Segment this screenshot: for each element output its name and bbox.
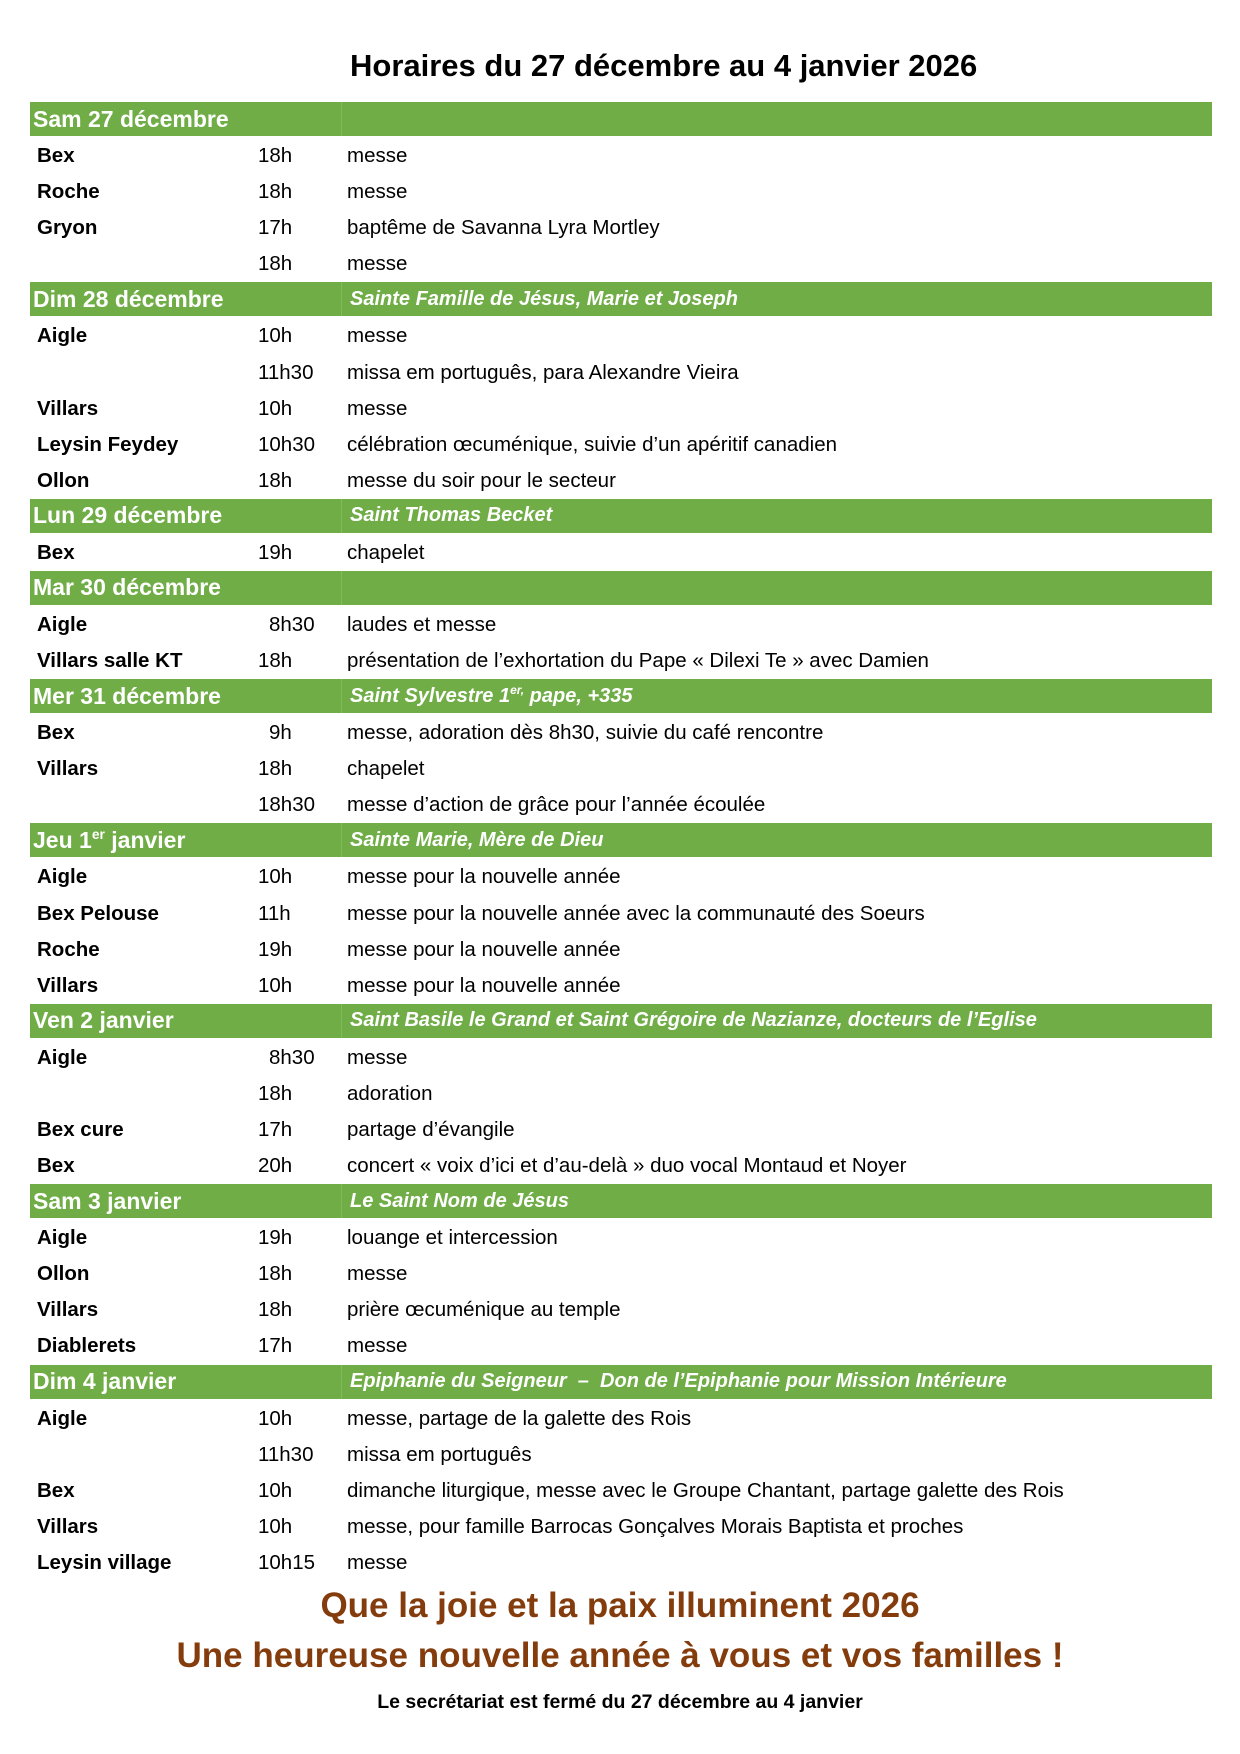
service-time: 11h30 <box>258 1442 314 1466</box>
place-name: Leysin village <box>37 1550 172 1574</box>
service-description: messe <box>347 1045 408 1069</box>
column-divider <box>341 1004 342 1038</box>
schedule-row <box>30 1292 1212 1328</box>
place-name: Roche <box>37 937 100 961</box>
day-name <box>30 1188 344 1215</box>
schedule-row <box>30 463 1212 499</box>
service-description: messe pour la nouvelle année <box>347 973 621 997</box>
schedule-row <box>30 751 1212 787</box>
service-description: messe <box>347 252 408 276</box>
feast-day-text: Le Saint Nom de Jésus <box>350 1189 569 1212</box>
service-description: partage d’évangile <box>347 1118 515 1142</box>
column-divider <box>341 1184 342 1218</box>
page-title: Horaires du 27 décembre au 4 janvier 2026 <box>350 48 978 83</box>
schedule-row <box>30 174 1212 210</box>
day-header <box>30 1004 1212 1038</box>
schedule-row <box>30 1509 1212 1545</box>
place-name: Aigle <box>37 612 88 636</box>
service-time: 18h <box>258 468 293 492</box>
place-name: Aigle <box>37 1226 88 1250</box>
service-description: chapelet <box>347 757 425 781</box>
service-time: 19h <box>258 1226 293 1250</box>
service-time: 17h <box>258 1118 293 1142</box>
day-header <box>30 282 1212 316</box>
service-time: 17h <box>258 216 293 240</box>
new-year-wish-line-1: Que la joie et la paix illuminent 2026 <box>320 1586 920 1625</box>
place-name: Bex <box>37 721 75 745</box>
feast-day <box>344 682 633 708</box>
day-header <box>30 679 1212 713</box>
feast-day-text: Sainte Marie, Mère de Dieu <box>350 828 604 851</box>
schedule-row <box>30 1437 1212 1473</box>
place-name: Bex <box>37 1478 75 1502</box>
service-time: 18h <box>258 1081 293 1105</box>
place-name: Aigle <box>37 324 88 348</box>
day-name-superscript: er <box>91 826 105 842</box>
day-name-suffix: janvier <box>104 826 186 853</box>
service-time: 11h30 <box>258 360 314 384</box>
schedule-row <box>30 607 1212 643</box>
schedule-row <box>30 859 1212 895</box>
service-time: 17h <box>258 1334 293 1358</box>
schedule-row <box>30 1545 1212 1581</box>
service-time: 10h <box>258 973 293 997</box>
schedule-row <box>30 246 1212 282</box>
place-name: Leysin Feydey <box>37 432 179 456</box>
service-description: messe <box>347 180 408 204</box>
service-description: missa em português, para Alexandre Vieira <box>347 360 739 384</box>
schedule-row <box>30 138 1212 174</box>
schedule-row <box>30 896 1212 932</box>
new-year-wish-line-2: Une heureuse nouvelle année à vous et vos familles ! <box>176 1636 1064 1675</box>
service-time: 18h <box>258 144 293 168</box>
service-time: 8h30 <box>269 1045 315 1069</box>
service-time: 18h30 <box>258 793 316 817</box>
service-description: missa em português <box>347 1442 532 1466</box>
schedule-row <box>30 1328 1212 1364</box>
day-name <box>30 1368 344 1395</box>
secretariat-closed-note: Le secrétariat est fermé du 27 décembre au 4 janvier <box>377 1691 863 1713</box>
service-description: dimanche liturgique, messe avec le Groupe Chantant, partage galette des Rois <box>347 1478 1064 1502</box>
service-time: 9h <box>269 721 292 745</box>
service-time: 10h <box>258 1478 293 1502</box>
service-time: 20h <box>258 1154 293 1178</box>
day-header <box>30 823 1212 857</box>
place-name: Aigle <box>37 865 88 889</box>
day-name-text: Jeu 1 <box>33 826 92 853</box>
service-description: célébration œcuménique, suivie d’un apéritif canadien <box>347 432 838 456</box>
service-description: messe pour la nouvelle année <box>347 865 621 889</box>
place-name: Bex <box>37 1154 75 1178</box>
schedule-row <box>30 318 1212 354</box>
schedule-row <box>30 427 1212 463</box>
service-description: messe pour la nouvelle année avec la communauté des Soeurs <box>347 901 925 925</box>
schedule-row <box>30 354 1212 390</box>
place-name: Aigle <box>37 1406 88 1430</box>
service-time: 10h <box>258 1406 293 1430</box>
column-divider <box>341 1365 342 1399</box>
schedule-row <box>30 535 1212 571</box>
place-name: Bex <box>37 540 75 564</box>
feast-day <box>344 504 552 527</box>
service-time: 10h <box>258 324 293 348</box>
service-time: 10h <box>258 865 293 889</box>
day-name <box>30 574 344 601</box>
schedule-row <box>30 968 1212 1004</box>
place-name: Aigle <box>37 1045 88 1069</box>
column-divider <box>341 679 342 713</box>
service-description: messe, partage de la galette des Rois <box>347 1406 692 1430</box>
service-time: 10h15 <box>258 1550 316 1574</box>
service-time: 18h <box>258 649 293 673</box>
feast-day-text: Sainte Famille de Jésus, Marie et Joseph <box>350 287 738 310</box>
day-name-text: Dim 4 janvier <box>33 1368 177 1395</box>
service-time: 11h <box>258 901 291 925</box>
service-description: baptême de Savanna Lyra Mortley <box>347 216 660 240</box>
schedule-table <box>30 102 1212 1581</box>
place-name: Diablerets <box>37 1334 137 1358</box>
day-name-text: Dim 28 décembre <box>33 285 224 312</box>
schedule-row <box>30 1473 1212 1509</box>
service-time: 8h30 <box>269 612 315 636</box>
feast-day <box>344 1009 1037 1032</box>
service-description: messe du soir pour le secteur <box>347 468 616 492</box>
day-name <box>30 827 344 854</box>
schedule-row <box>30 1256 1212 1292</box>
service-time: 10h <box>258 396 293 420</box>
service-description: messe, pour famille Barrocas Gonçalves Morais Baptista et proches <box>347 1514 964 1538</box>
day-name-text: Lun 29 décembre <box>33 502 223 529</box>
day-name-text: Mer 31 décembre <box>33 682 221 709</box>
column-divider <box>341 571 342 605</box>
schedule-row <box>30 787 1212 823</box>
day-header <box>30 571 1212 605</box>
column-divider <box>341 823 342 857</box>
feast-day-text: Saint Sylvestre 1 <box>350 684 511 707</box>
service-time: 18h <box>258 1262 293 1286</box>
service-description: louange et intercession <box>347 1226 558 1250</box>
service-description: messe <box>347 324 408 348</box>
day-name <box>30 286 344 313</box>
service-time: 19h <box>258 540 293 564</box>
day-header <box>30 499 1212 533</box>
service-time: 10h <box>258 1514 293 1538</box>
place-name: Bex Pelouse <box>37 901 159 925</box>
service-time: 18h <box>258 757 293 781</box>
service-description: messe <box>347 1334 408 1358</box>
schedule-row <box>30 1076 1212 1112</box>
service-description: présentation de l’exhortation du Pape « Dilexi Te » avec Damien <box>347 649 929 673</box>
place-name: Ollon <box>37 468 90 492</box>
place-name: Bex <box>37 144 75 168</box>
service-description: messe pour la nouvelle année <box>347 937 621 961</box>
feast-day-suffix: pape, +335 <box>524 684 633 707</box>
schedule-row <box>30 210 1212 246</box>
schedule-row <box>30 1220 1212 1256</box>
day-header <box>30 1184 1212 1218</box>
feast-day <box>344 1190 569 1213</box>
place-name: Villars <box>37 757 99 781</box>
day-name-text: Ven 2 janvier <box>33 1007 174 1034</box>
service-time: 18h <box>258 180 293 204</box>
day-name <box>30 502 344 529</box>
service-time: 19h <box>258 937 293 961</box>
place-name: Villars <box>37 973 99 997</box>
schedule-row <box>30 1401 1212 1437</box>
service-description: concert « voix d’ici et d’au-delà » duo vocal Montaud et Noyer <box>347 1154 907 1178</box>
column-divider <box>341 499 342 533</box>
schedule-row <box>30 643 1212 679</box>
service-description: prière œcuménique au temple <box>347 1298 621 1322</box>
service-time: 10h30 <box>258 432 316 456</box>
service-description: adoration <box>347 1081 433 1105</box>
place-name: Villars <box>37 1298 99 1322</box>
service-description: messe <box>347 144 408 168</box>
service-description: chapelet <box>347 540 425 564</box>
service-time: 18h <box>258 1298 293 1322</box>
feast-day-text: Saint Thomas Becket <box>350 504 553 527</box>
schedule-row <box>30 391 1212 427</box>
feast-day-superscript: er, <box>510 682 525 697</box>
day-name <box>30 1007 344 1034</box>
place-name: Roche <box>37 180 100 204</box>
day-header <box>30 102 1212 136</box>
day-header <box>30 1365 1212 1399</box>
service-time: 18h <box>258 252 293 276</box>
service-description: laudes et messe <box>347 612 497 636</box>
column-divider <box>341 282 342 316</box>
place-name: Bex cure <box>37 1118 124 1142</box>
schedule-row <box>30 932 1212 968</box>
service-description: messe, adoration dès 8h30, suivie du café rencontre <box>347 721 824 745</box>
feast-day <box>344 829 603 852</box>
schedule-row <box>30 1148 1212 1184</box>
schedule-row <box>30 1112 1212 1148</box>
place-name: Villars <box>37 1514 99 1538</box>
service-description: messe <box>347 1262 408 1286</box>
place-name: Ollon <box>37 1262 90 1286</box>
feast-day <box>344 1370 1007 1393</box>
day-name-text: Mar 30 décembre <box>33 574 221 601</box>
column-divider <box>341 102 342 136</box>
feast-day <box>344 288 738 311</box>
service-description: messe <box>347 1550 408 1574</box>
feast-day-text: Saint Basile le Grand et Saint Grégoire de Nazianze, docteurs de l’Eglise <box>350 1009 1037 1032</box>
day-name-text: Sam 3 janvier <box>33 1187 182 1214</box>
day-name <box>30 106 344 133</box>
day-name-text: Sam 27 décembre <box>33 105 229 132</box>
service-description: messe d’action de grâce pour l’année écoulée <box>347 793 766 817</box>
place-name: Villars <box>37 396 99 420</box>
place-name: Villars salle KT <box>37 649 183 673</box>
service-description: messe <box>347 396 408 420</box>
day-name <box>30 683 344 710</box>
schedule-row <box>30 715 1212 751</box>
feast-day-text: Epiphanie du Seigneur – Don de l’Epiphanie pour Mission Intérieure <box>350 1370 1007 1393</box>
place-name: Gryon <box>37 216 98 240</box>
schedule-row <box>30 1040 1212 1076</box>
